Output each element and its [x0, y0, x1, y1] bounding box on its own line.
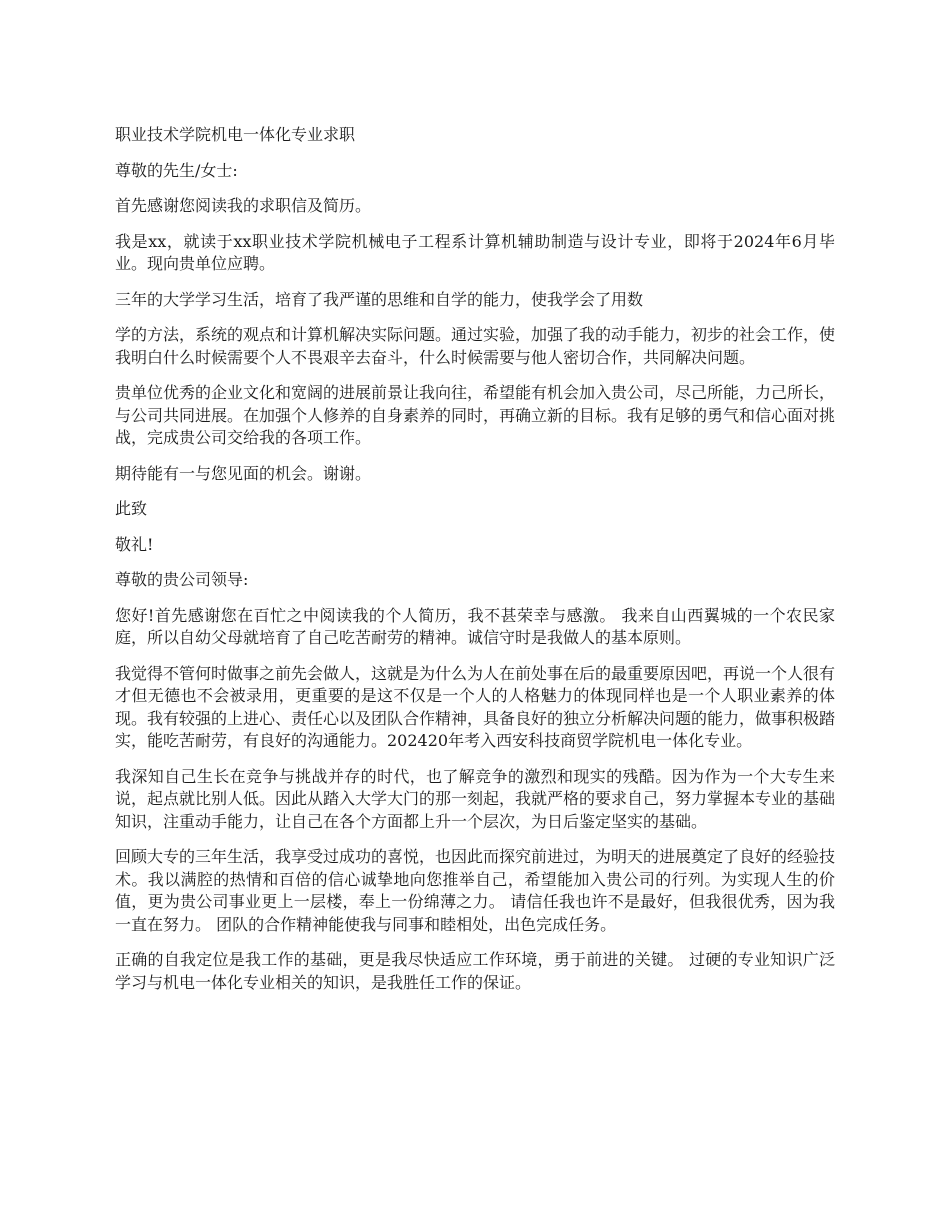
document-title: 职业技术学院机电一体化专业求职	[115, 125, 356, 144]
closing-regards: 敬礼!	[115, 534, 154, 554]
paragraph: 三年的大学学习生活，培育了我严谨的思维和自学的能力，使我学会了用数	[115, 289, 644, 309]
paragraph: 我深知自己生长在竞争与挑战并存的时代，也了解竞争的激烈和现实的残酷。因为作为一个大专生来说，起点就比别人低。因此从踏入大学大门的那一刻起，我就严格的要求自己，努力掌握本专业的基础知识，注重动手能力，让自己在各个方面都上升一个层次，为日后鉴定坚实的基础。	[115, 766, 836, 831]
closing-line: 此致	[115, 499, 148, 518]
salutation: 尊敬的贵公司领导:	[115, 570, 249, 589]
paragraph: 学的方法，系统的观点和计算机解决实际问题。通过实验，加强了我的动手能力，初步的社会工作，使我明白什么时候需要个人不畏艰辛去奋斗，什么时候需要与他人密切合作，共同解决问题。	[115, 325, 836, 367]
paragraph: 正确的自我定位是我工作的基础，更是我尽快适应工作环境，勇于前进的关键。 过硬的专业知识广泛学习与机电一体化专业相关的知识，是我胜任工作的保证。	[115, 950, 835, 992]
document-body	[115, 124, 835, 1007]
paragraph: 我是xx，就读于xx职业技术学院机械电子工程系计算机辅助制造与设计专业，即将于2024年6月毕业。现向贵单位应聘。	[115, 231, 835, 273]
paragraph: 贵单位优秀的企业文化和宽阔的进展前景让我向往，希望能有机会加入贵公司，尽己所能，力己所长，与公司共同进展。在加强个人修养的自身素养的同时，再确立新的目标。我有足够的勇气和信心面对挑战，完成贵公司交给我的各项工作。	[115, 383, 836, 447]
paragraph: 我觉得不管何时做事之前先会做人，这就是为什么为人在前处事在后的最重要原因吧，再说一个人很有才但无德也不会被录用，更重要的是这不仅是一个人的人格魅力的体现同样也是一个人职业素养的体现。我有较强的上进心、责任心以及团队合作精神，具备良好的独立分析解决问题的能力，做事积极踏实，能吃苦耐劳，有良好的沟通能力。202420年考入西安科技商贸学院机电一体化专业。	[115, 663, 836, 750]
paragraph: 您好!首先感谢您在百忙之中阅读我的个人简历，我不甚荣幸与感激。 我来自山西翼城的一个农民家庭，所以自幼父母就培育了自己吃苦耐劳的精神。诚信守时是我做人的基本原则。	[115, 605, 835, 647]
salutation: 尊敬的先生/女士:	[115, 160, 238, 180]
paragraph: 回顾大专的三年生活，我享受过成功的喜悦，也因此而探究前进过，为明天的进展奠定了良好的经验技术。我以满腔的热情和百倍的信心诚挚地向您推举自己，希望能加入贵公司的行列。为实现人生的价值，更为贵公司事业更上一层楼，奉上一份绵薄之力。 请信任我也许不是最好，但我很优秀，因为我一直在努力。 团队的合作精神能使我与同事和睦相处，出色完成任务。	[115, 847, 836, 934]
paragraph: 首先感谢您阅读我的求职信及简历。	[115, 196, 372, 215]
paragraph: 期待能有一与您见面的机会。谢谢。	[115, 463, 372, 483]
